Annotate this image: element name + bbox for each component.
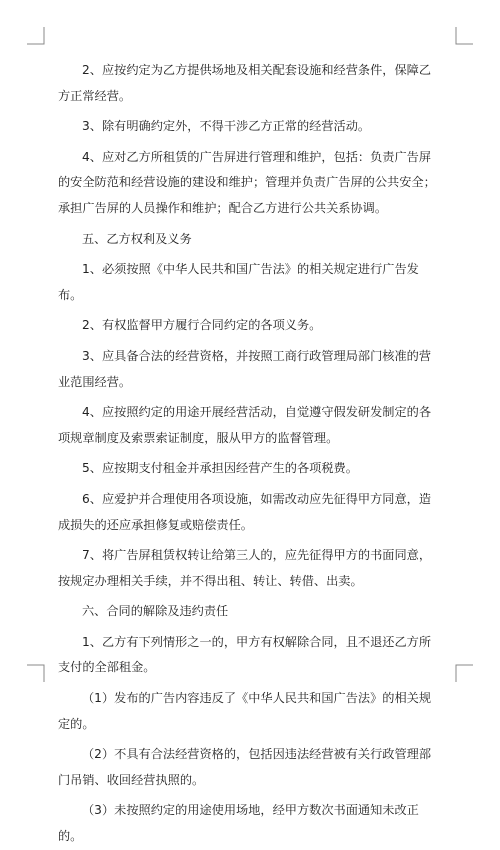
crop-mark-bottom-right (454, 663, 474, 683)
paragraph: 5、应按期支付租金并承担因经营产生的各项税费。 (82, 461, 358, 476)
paragraph: 4、应按照约定的用途开展经营活动，自觉遵守假发研发制定的各项规章制度及索票索证制度，服从甲方的监督管理。 (58, 405, 432, 445)
crop-mark-bottom-left (26, 663, 46, 683)
paragraph: （2）不具有合法经营资格的，包括因违法经营被有关行政管理部门吊销、收回经营执照的。 (58, 747, 432, 787)
crop-mark-top-right (454, 26, 474, 46)
paragraph: 6、应爱护并合理使用各项设施，如需改动应先征得甲方同意，造成损失的还应承担修复或赔偿责任。 (58, 491, 432, 532)
paragraph: 3、应具备合法的经营资格，并按照工商行政管理局部门核准的营业范围经营。 (58, 348, 432, 389)
document-body (58, 58, 443, 850)
section-heading: 五、乙方权利及义务 (82, 231, 192, 246)
paragraph: 2、有权监督甲方履行合同约定的各项义务。 (82, 318, 322, 333)
crop-mark-top-left (26, 26, 46, 46)
paragraph: 1、乙方有下列情形之一的，甲方有权解除合同，且不退还乙方所支付的全部租金。 (58, 634, 432, 675)
paragraph: 4、应对乙方所租赁的广告屏进行管理和维护，包括：负责广告屏的安全防范和经营设施的建设和维护；管理并负责广告屏的公共安全；承担广告屏的人员操作和维护；配合乙方进行公共关系协调。 (58, 149, 436, 215)
paragraph: （1）发布的广告内容违反了《中华人民共和国广告法》的相关规定的。 (58, 691, 432, 731)
section-heading: 六、合同的解除及违约责任 (82, 604, 229, 619)
paragraph: 3、除有明确约定外，不得干涉乙方正常的经营活动。 (82, 119, 371, 134)
paragraph: 7、将广告屏租赁权转让给第三人的，应先征得甲方的书面同意，按规定办理相关手续，并不得出租、转让、转借、出卖。 (58, 548, 432, 588)
paragraph: （3）未按照约定的用途使用场地，经甲方数次书面通知未改正的。 (58, 803, 419, 844)
paragraph: 1、必须按照《中华人民共和国广告法》的相关规定进行广告发布。 (58, 262, 419, 302)
paragraph: 2、应按约定为乙方提供场地及相关配套设施和经营条件，保障乙方正常经营。 (58, 63, 432, 103)
